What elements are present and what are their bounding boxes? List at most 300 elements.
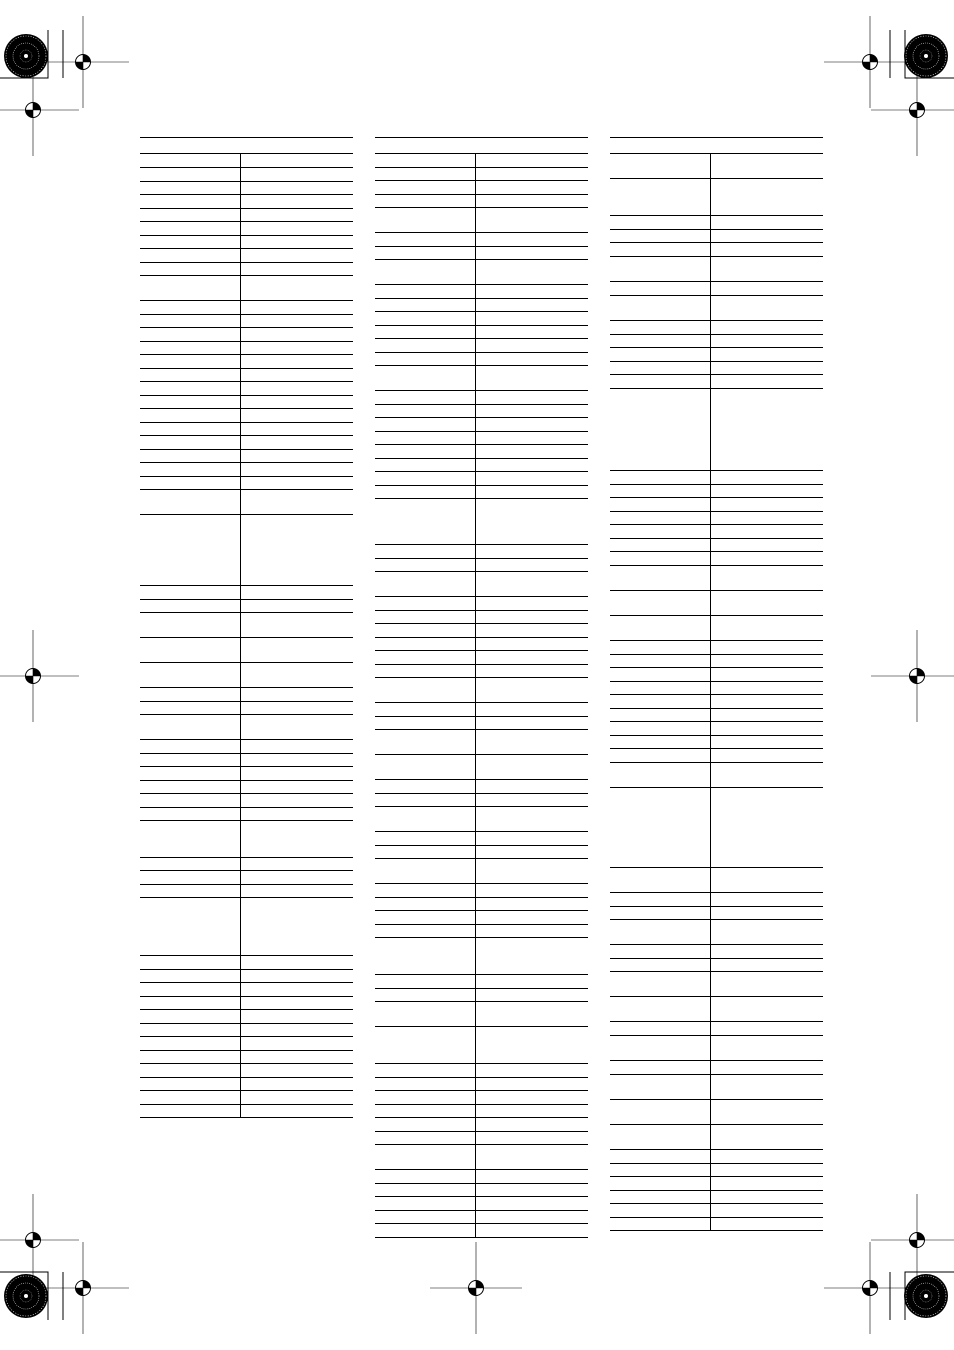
table-cell <box>475 499 588 544</box>
table-row <box>375 572 588 597</box>
table-cell <box>375 1132 473 1144</box>
table-cell <box>240 423 353 435</box>
table-row <box>140 1024 353 1037</box>
table-cell <box>240 490 353 514</box>
table-cell <box>375 651 473 664</box>
table-row <box>140 754 353 767</box>
table-cell <box>375 299 473 311</box>
table-cell <box>140 1024 238 1036</box>
table-cell <box>375 168 473 180</box>
table-cell <box>610 1218 708 1230</box>
table-cell <box>140 821 238 857</box>
table-cell <box>610 525 708 538</box>
table-row <box>375 638 588 651</box>
table-cell <box>240 715 353 739</box>
table-cell <box>710 736 823 748</box>
table-cell <box>710 945 823 958</box>
table-cell <box>375 432 473 444</box>
table-cell <box>140 586 238 599</box>
table-cell <box>475 1145 588 1169</box>
table-row <box>375 208 588 233</box>
table-cell <box>475 832 588 845</box>
table-cell <box>610 282 708 295</box>
table-cell <box>610 296 708 320</box>
table-cell <box>375 233 473 246</box>
wheel-bottom-left <box>4 1274 48 1318</box>
table-cell <box>610 1164 708 1176</box>
table-cell <box>240 740 353 753</box>
table-row <box>610 1022 823 1036</box>
table-row <box>610 722 823 736</box>
table-cell <box>475 1197 588 1210</box>
table-row <box>375 597 588 611</box>
table-cell <box>375 1118 473 1131</box>
table-row <box>610 1164 823 1177</box>
table-cell <box>240 586 353 599</box>
table-row <box>140 463 353 477</box>
table-cell <box>610 763 708 787</box>
table-cell <box>375 1197 473 1210</box>
table-cell <box>375 755 473 779</box>
table-row <box>375 445 588 459</box>
table-cell <box>710 179 823 215</box>
table-cell <box>375 572 473 596</box>
table-row <box>610 959 823 972</box>
table-row <box>610 1125 823 1150</box>
table-cell <box>610 485 708 497</box>
table-cell <box>140 1010 238 1023</box>
table-cell <box>475 1027 588 1063</box>
table-cell <box>475 432 588 444</box>
table-cell <box>475 938 588 974</box>
table-cell <box>610 920 708 944</box>
table-cell <box>610 722 708 735</box>
table-cell <box>375 703 473 716</box>
table-row <box>375 730 588 755</box>
table-cell <box>610 868 708 892</box>
table-cell <box>240 781 353 793</box>
table-cell <box>475 154 588 167</box>
table-row <box>140 490 353 515</box>
table-row <box>610 682 823 695</box>
table-cell <box>710 243 823 256</box>
table-cell <box>375 154 473 167</box>
table-cell <box>240 970 353 982</box>
table-cell <box>475 730 588 754</box>
table-row <box>140 702 353 715</box>
table-cell <box>240 794 353 807</box>
table-cell <box>240 688 353 701</box>
table-cell <box>610 736 708 748</box>
table-cell <box>610 321 708 334</box>
table-row <box>375 1132 588 1145</box>
table-row <box>610 296 823 321</box>
table-cell <box>140 808 238 820</box>
table-row <box>375 807 588 832</box>
table-cell <box>610 1036 708 1060</box>
table-cell <box>240 263 353 275</box>
table-cell <box>710 959 823 971</box>
table-cell <box>475 898 588 910</box>
table-cell <box>610 1125 708 1149</box>
table-cell <box>710 512 823 524</box>
table-row <box>610 907 823 920</box>
table-cell <box>710 1150 823 1163</box>
table-row <box>140 794 353 808</box>
table-row <box>375 1105 588 1118</box>
table-cell <box>140 702 238 714</box>
wheel-top-left <box>4 34 48 78</box>
table-header <box>610 138 823 154</box>
table-cell <box>475 1105 588 1117</box>
table-cell <box>375 611 473 623</box>
table-cell <box>140 1078 238 1090</box>
table-row <box>610 591 823 616</box>
table-cell <box>140 182 238 194</box>
table-row <box>610 945 823 959</box>
table-cell <box>610 1075 708 1099</box>
table-cell <box>240 409 353 422</box>
table-cell <box>375 339 473 352</box>
table-cell <box>140 263 238 275</box>
table-row <box>140 600 353 613</box>
table-cell <box>375 780 473 793</box>
table-left <box>140 137 353 1118</box>
table-cell <box>610 945 708 958</box>
table-row <box>140 195 353 209</box>
table-cell <box>140 613 238 637</box>
table-row <box>375 611 588 624</box>
table-cell <box>710 1125 823 1149</box>
table-row <box>140 276 353 301</box>
table-cell <box>610 552 708 565</box>
table-cell <box>140 301 238 314</box>
table-cell <box>710 591 823 615</box>
table-row <box>375 1145 588 1170</box>
table-row <box>610 498 823 512</box>
table-row <box>375 911 588 925</box>
table-cell <box>710 1100 823 1124</box>
table-cell <box>140 997 238 1009</box>
table-row <box>610 616 823 641</box>
table-row <box>140 1051 353 1064</box>
table-cell <box>240 369 353 381</box>
table-cell <box>610 257 708 281</box>
table-row <box>375 154 588 168</box>
table-row <box>375 898 588 911</box>
table-row <box>375 1224 588 1238</box>
table-cell <box>710 216 823 229</box>
table-cell <box>610 709 708 721</box>
table-row <box>140 236 353 249</box>
table-row <box>610 243 823 257</box>
table-cell <box>375 247 473 259</box>
table-row <box>375 859 588 884</box>
table-cell <box>475 925 588 937</box>
table-row <box>375 339 588 353</box>
table-header <box>375 138 588 154</box>
table-row <box>375 181 588 195</box>
table-cell <box>475 1002 588 1026</box>
table-cell <box>475 859 588 883</box>
table-cell <box>375 1078 473 1090</box>
table-cell <box>475 1132 588 1144</box>
table-cell <box>240 808 353 820</box>
table-row <box>375 678 588 703</box>
table-cell <box>375 391 473 404</box>
table-row <box>375 1184 588 1197</box>
table-row <box>375 499 588 545</box>
table-row <box>140 315 353 328</box>
table-cell <box>140 249 238 262</box>
table-cell <box>240 858 353 870</box>
table-cell <box>140 154 238 167</box>
table-row <box>610 512 823 525</box>
table-cell <box>375 312 473 325</box>
table-cell <box>475 665 588 677</box>
table-cell <box>140 740 238 753</box>
table-cell <box>710 362 823 374</box>
table-cell <box>710 498 823 511</box>
table-row <box>140 450 353 463</box>
table-row <box>140 983 353 997</box>
table-row <box>375 1002 588 1027</box>
table-row <box>610 668 823 682</box>
table-row <box>610 1177 823 1191</box>
table-cell <box>710 655 823 667</box>
table-cell <box>140 638 238 662</box>
table-row <box>140 355 353 369</box>
table-cell <box>240 477 353 489</box>
table-row <box>375 665 588 678</box>
table-cell <box>710 471 823 484</box>
table-cell <box>610 1100 708 1124</box>
table-cell <box>375 559 473 571</box>
table-cell <box>475 181 588 194</box>
table-cell <box>140 956 238 969</box>
table-row <box>610 566 823 591</box>
table-cell <box>475 459 588 471</box>
table-cell <box>710 1204 823 1217</box>
table-cell <box>375 326 473 338</box>
table-row <box>375 1027 588 1064</box>
table-row <box>140 858 353 871</box>
table-row <box>375 1211 588 1224</box>
table-cell <box>475 911 588 924</box>
table-row <box>140 1105 353 1118</box>
table-row <box>375 989 588 1002</box>
table-cell <box>375 1184 473 1196</box>
table-row <box>140 1091 353 1105</box>
table-cell <box>475 1224 588 1237</box>
table-cell <box>610 616 708 640</box>
table-cell <box>140 715 238 739</box>
table-cell <box>375 353 473 365</box>
table-row <box>375 326 588 339</box>
table-cell <box>475 884 588 897</box>
table-row <box>375 353 588 366</box>
table-cell <box>475 366 588 390</box>
table-cell <box>240 1064 353 1077</box>
table-cell <box>710 321 823 334</box>
table-row <box>140 885 353 898</box>
table-row <box>610 1061 823 1075</box>
table-row <box>375 717 588 730</box>
table-cell <box>475 260 588 284</box>
table-cell <box>240 663 353 687</box>
table-cell <box>710 296 823 320</box>
table-cell <box>710 695 823 708</box>
table-cell <box>375 938 473 974</box>
table-row <box>140 821 353 858</box>
table-cell <box>475 717 588 729</box>
table-row <box>610 736 823 749</box>
table-cell <box>140 396 238 408</box>
table-row <box>140 663 353 688</box>
table-cell <box>140 209 238 221</box>
table-row <box>375 432 588 445</box>
table-row <box>610 763 823 788</box>
table-row <box>610 749 823 763</box>
table-cell <box>240 638 353 662</box>
table-cell <box>610 591 708 615</box>
table-row <box>140 638 353 663</box>
table-cell <box>710 375 823 388</box>
table-cell <box>475 339 588 352</box>
table-row <box>375 559 588 572</box>
table-cell <box>140 222 238 235</box>
table-cell <box>710 1191 823 1203</box>
table-cell <box>240 613 353 637</box>
table-cell <box>375 730 473 754</box>
table-cell <box>375 445 473 458</box>
table-row <box>375 1170 588 1184</box>
table-cell <box>710 485 823 497</box>
table-cell <box>240 754 353 766</box>
table-row <box>140 586 353 600</box>
table-row <box>140 209 353 222</box>
table-cell <box>375 195 473 207</box>
table-row <box>610 257 823 282</box>
table-cell <box>140 767 238 780</box>
table-cell <box>240 249 353 262</box>
table-cell <box>475 486 588 498</box>
table-cell <box>710 539 823 551</box>
table-cell <box>240 168 353 181</box>
table-cell <box>240 195 353 208</box>
table-cell <box>140 1037 238 1050</box>
table-row <box>610 362 823 375</box>
table-cell <box>240 209 353 221</box>
table-cell <box>475 353 588 365</box>
table-row <box>140 168 353 182</box>
table-middle <box>375 137 588 1238</box>
table-cell <box>375 859 473 883</box>
table-cell <box>475 208 588 232</box>
table-cell <box>610 566 708 590</box>
table-cell <box>610 997 708 1021</box>
table-row <box>140 1010 353 1024</box>
table-cell <box>610 375 708 388</box>
table-cell <box>140 477 238 489</box>
table-cell <box>710 552 823 565</box>
table-row <box>375 755 588 780</box>
table-cell <box>375 911 473 924</box>
table-row <box>375 472 588 486</box>
table-cell <box>610 1177 708 1190</box>
table-row <box>610 389 823 471</box>
table-row <box>610 788 823 868</box>
table-cell <box>375 181 473 194</box>
table-cell <box>240 1010 353 1023</box>
table-cell <box>710 893 823 906</box>
table-cell <box>710 722 823 735</box>
table-cell <box>610 1150 708 1163</box>
table-cell <box>375 405 473 417</box>
table-cell <box>375 807 473 831</box>
table-row <box>140 808 353 821</box>
table-row <box>610 1036 823 1061</box>
table-cell <box>140 463 238 476</box>
table-row <box>140 781 353 794</box>
table-cell <box>140 276 238 300</box>
table-cell <box>240 885 353 897</box>
table-row <box>140 997 353 1010</box>
table-cell <box>710 972 823 996</box>
table-cell <box>610 230 708 242</box>
table-cell <box>240 821 353 857</box>
table-cell <box>710 566 823 590</box>
table-cell <box>140 754 238 766</box>
table-row <box>610 920 823 945</box>
table-cell <box>475 597 588 610</box>
table-cell <box>375 1224 473 1237</box>
table-cell <box>240 600 353 612</box>
table-cell <box>375 884 473 897</box>
table-row <box>375 703 588 717</box>
table-row <box>375 195 588 208</box>
table-cell <box>375 638 473 650</box>
table-cell <box>240 1091 353 1104</box>
table-cell <box>710 763 823 787</box>
table-cell <box>610 1191 708 1203</box>
table-row <box>140 222 353 236</box>
table-row <box>375 168 588 181</box>
table-cell <box>475 989 588 1001</box>
table-cell <box>240 301 353 314</box>
table-cell <box>375 459 473 471</box>
table-cell <box>710 868 823 892</box>
table-cell <box>475 780 588 793</box>
table-row <box>375 925 588 938</box>
table-row <box>375 975 588 989</box>
table-row <box>610 868 823 893</box>
table-cell <box>475 703 588 716</box>
table-row <box>375 624 588 638</box>
table-cell <box>375 1091 473 1104</box>
table-cell <box>610 959 708 971</box>
table-row <box>610 1100 823 1125</box>
table-cell <box>140 871 238 884</box>
table-row <box>140 898 353 956</box>
table-row <box>610 348 823 362</box>
table-cell <box>710 920 823 944</box>
table-row <box>375 299 588 312</box>
table-cell <box>710 907 823 919</box>
table-row <box>375 832 588 846</box>
table-cell <box>475 1118 588 1131</box>
table-cell <box>475 299 588 311</box>
